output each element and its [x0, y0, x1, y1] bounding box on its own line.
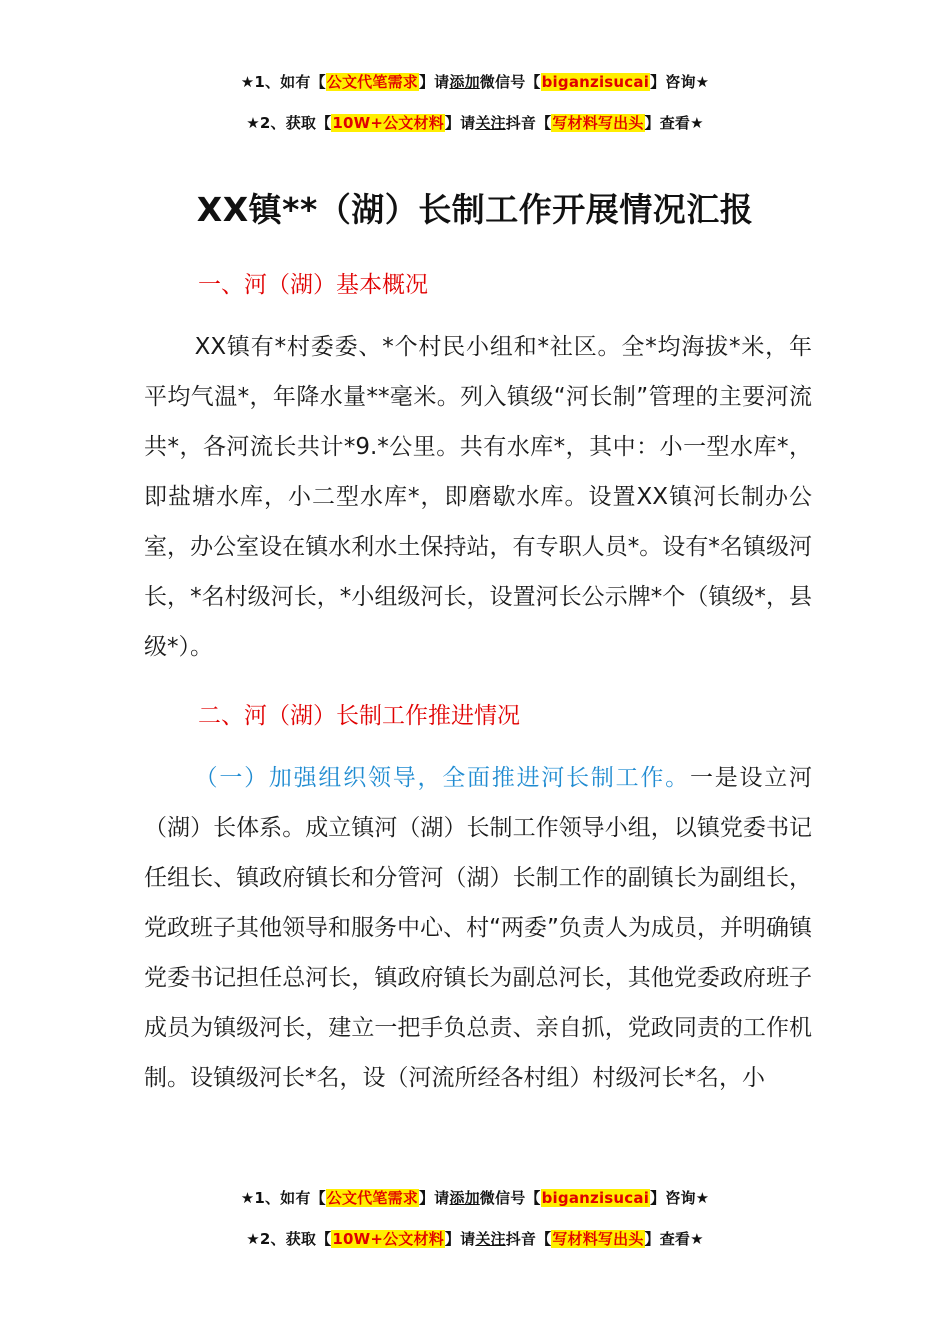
promo-banner-bottom-line1 — [0, 1187, 950, 1208]
promo-text: ★1、如有【 — [240, 73, 326, 91]
promo-text: 】咨询★ — [650, 73, 710, 91]
promo-highlight: 10W+公文材料 — [332, 1230, 444, 1248]
promo-text: 抖音【 — [505, 114, 552, 132]
promo-underline: 添加 — [449, 73, 480, 91]
promo-text: ★1、如有【 — [240, 1189, 326, 1207]
promo-text: 】请 — [444, 1230, 476, 1248]
section-heading-1: 一、河（湖）基本概况 — [198, 272, 428, 298]
promo-highlight: 公文代笔需求 — [326, 73, 418, 91]
paragraph: XX镇有*村委委、*个村民小组和*社区。全*均海拔*米，年平均气温*，年降水量**毫米。列入镇级“河长制”管理的主要河流共*，各河流长共计*9.*公里。共有水库*，其中：小一型水库*，即盐塘水库，小二型水库*，即磨歇水库。设置XX镇河长制办公室，办公室设在镇水利水土保持站，有专职人员*。设有*名镇级河长，*名村级河长，*小组级河长，设置河长公示牌*个（镇级*，县级*）。 — [144, 334, 812, 660]
promo-text: 】咨询★ — [650, 1189, 710, 1207]
promo-banner-top-line2 — [0, 112, 950, 133]
promo-wechat-id: biganzisucai — [541, 73, 650, 91]
promo-text: ★2、获取【 — [246, 1230, 332, 1248]
section-heading-2: 二、河（湖）长制工作推进情况 — [198, 703, 520, 729]
promo-douyin-id: 写材料写出头 — [552, 1230, 644, 1248]
promo-underline: 添加 — [449, 1189, 480, 1207]
promo-douyin-id: 写材料写出头 — [552, 114, 644, 132]
promo-highlight: 公文代笔需求 — [326, 1189, 418, 1207]
section-1-body — [144, 322, 812, 672]
promo-text: 】请 — [444, 114, 476, 132]
subsection-text: 一是设立河（湖）长体系。成立镇河（湖）长制工作领导小组，以镇党委书记任组长、镇政府镇长和分管河（湖）长制工作的副镇长为副组长，党政班子其他领导和服务中心、村“两委”负责人为成员，并明确镇党委书记担任总河长，镇政府镇长为副总河长，其他党委政府班子成员为镇级河长，建立一把手负总责、亲自抓，党政同责的工作机制。设镇级河长*名，设（河流所经各村组）村级河长*名，小 — [144, 765, 812, 1091]
promo-text: 】查看★ — [644, 1230, 704, 1248]
promo-text: ★2、获取【 — [246, 114, 332, 132]
promo-underline: 关注 — [475, 114, 506, 132]
promo-text: 】查看★ — [644, 114, 704, 132]
section-2-body — [144, 753, 812, 1153]
promo-text: 】请 — [418, 73, 450, 91]
promo-text: 微信号【 — [479, 73, 541, 91]
promo-banner-bottom-line2 — [0, 1228, 950, 1249]
promo-highlight: 10W+公文材料 — [332, 114, 444, 132]
promo-underline: 关注 — [475, 1230, 506, 1248]
promo-text: 抖音【 — [505, 1230, 552, 1248]
paragraph — [144, 753, 812, 1103]
promo-wechat-id: biganzisucai — [541, 1189, 650, 1207]
promo-banner-top-line1 — [0, 71, 950, 92]
subsection-title: （一）加强组织领导，全面推进河长制工作。 — [194, 765, 690, 791]
promo-text: 】请 — [418, 1189, 450, 1207]
document-title: XX镇**（湖）长制工作开展情况汇报 — [196, 190, 754, 229]
promo-text: 微信号【 — [479, 1189, 541, 1207]
